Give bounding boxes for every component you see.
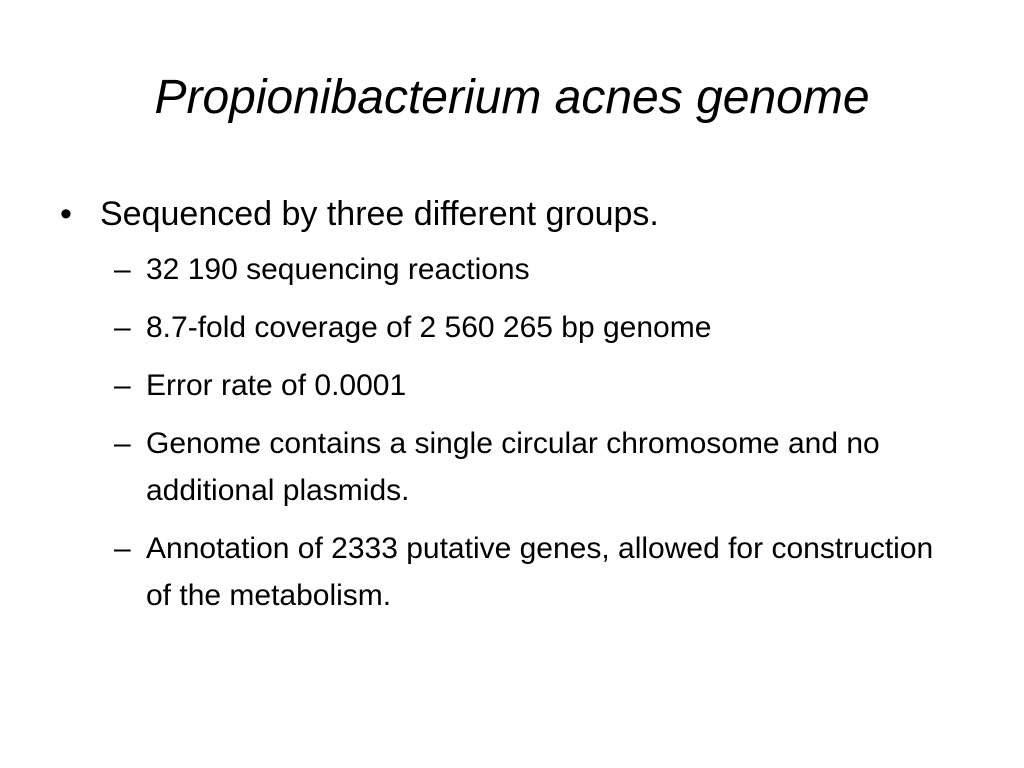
sub-bullet-item	[100, 362, 960, 409]
sub-bullet-text: Error rate of 0.0001	[146, 369, 407, 402]
sub-bullet-text: Annotation of 2333 putative genes, allowed for construction of the metabolism.	[146, 532, 934, 612]
sub-bullet-item	[100, 246, 960, 293]
slide-title: Propionibacterium acnes genome	[154, 71, 870, 124]
sub-bullet-item	[100, 304, 960, 351]
sub-bullet-marker: –	[114, 532, 131, 565]
sub-bullet-item	[100, 420, 960, 514]
bullet-marker: •	[60, 195, 72, 233]
sub-bullet-list	[100, 246, 960, 619]
sub-bullet-marker: –	[114, 253, 131, 286]
bullet-list	[60, 188, 960, 630]
sub-bullet-text: Genome contains a single circular chromosome and no additional plasmids.	[146, 427, 880, 507]
bullet-item	[60, 188, 960, 619]
bullet-text: Sequenced by three different groups.	[100, 195, 659, 233]
sub-bullet-marker: –	[114, 311, 131, 344]
sub-bullet-item	[100, 525, 960, 619]
sub-bullet-marker: –	[114, 427, 131, 460]
sub-bullet-text: 8.7-fold coverage of 2 560 265 bp genome	[146, 311, 712, 344]
sub-bullet-text: 32 190 sequencing reactions	[146, 253, 530, 286]
sub-bullet-marker: –	[114, 369, 131, 402]
